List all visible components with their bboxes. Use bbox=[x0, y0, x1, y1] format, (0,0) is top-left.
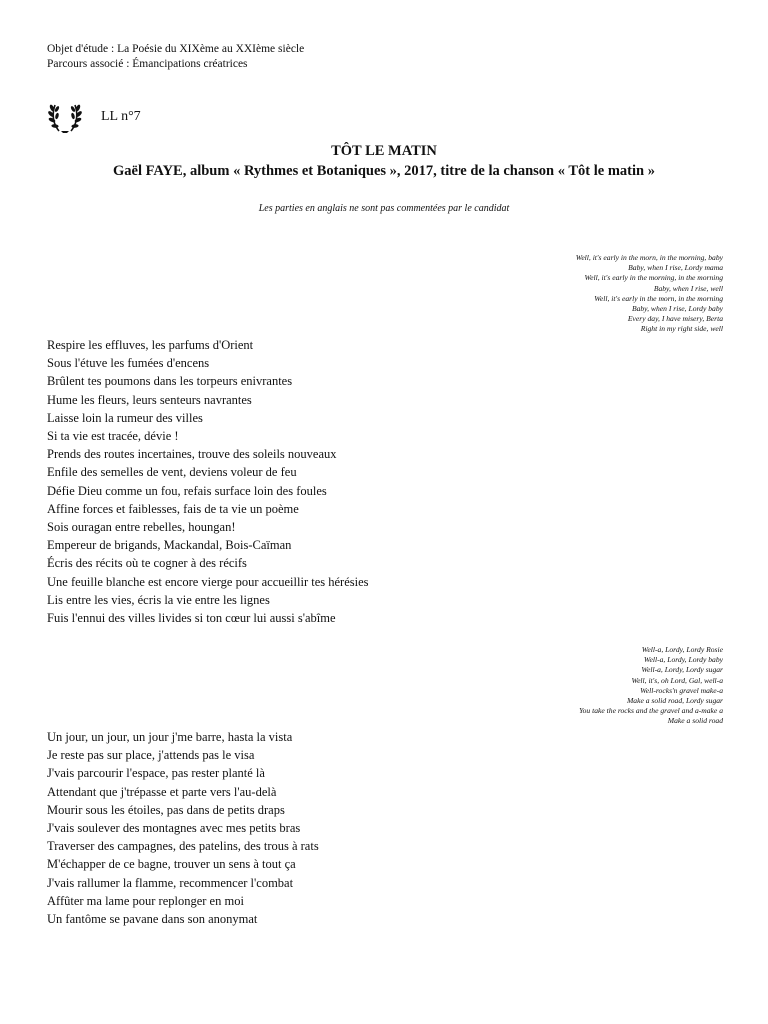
english-line: Baby, when I rise, well bbox=[653, 283, 723, 293]
english-line: Well-a, Lordy, Lordy Rosie bbox=[641, 645, 723, 654]
english-line: Well, it's, oh Lord, Gal, well-a bbox=[631, 675, 723, 685]
verse-line: Si ta vie est tracée, dévie ! bbox=[47, 429, 179, 444]
verse-line: Je reste pas sur place, j'attends pas le visa bbox=[47, 748, 255, 763]
french-stanza-2 bbox=[47, 728, 319, 928]
associated-course-line: Parcours associé : Émancipations créatrices bbox=[47, 58, 248, 70]
verse-line: J'vais parcourir l'espace, pas rester planté là bbox=[47, 766, 265, 781]
verse-line: Laisse loin la rumeur des villes bbox=[47, 410, 203, 425]
verse-line: Fuis l'ennui des villes livides si ton cœur lui aussi s'abîme bbox=[47, 611, 336, 626]
verse-line: Empereur de brigands, Mackandal, Bois-Caïman bbox=[47, 538, 292, 553]
english-line: Baby, when I rise, Lordy baby bbox=[631, 304, 723, 314]
laurel-wreath-icon bbox=[47, 100, 83, 134]
verse-line: Hume les fleurs, leurs senteurs navrantes bbox=[47, 392, 252, 407]
verse-line: Écris des récits où te cogner à des récifs bbox=[47, 556, 247, 571]
verse-line: Affine forces et faiblesses, fais de ta vie un poème bbox=[47, 501, 299, 516]
reading-number-row bbox=[47, 100, 141, 134]
english-parts-note: Les parties en anglais ne sont pas commentées par le candidat bbox=[258, 203, 510, 214]
study-object-line: Objet d'étude : La Poésie du XIXème au XXIème siècle bbox=[47, 43, 305, 55]
english-line: Well, it's early in the morning, in the morning bbox=[584, 273, 723, 283]
verse-line: Une feuille blanche est encore vierge pour accueillir tes hérésies bbox=[47, 574, 369, 589]
verse-line: Respire les effluves, les parfums d'Orient bbox=[47, 338, 254, 352]
document-header bbox=[47, 42, 304, 72]
verse-line: M'échapper de ce bagne, trouver un sens à tout ça bbox=[47, 857, 296, 872]
english-line: Well-a, Lordy, Lordy sugar bbox=[641, 665, 723, 675]
english-line: Right in my right side, well bbox=[640, 324, 723, 334]
english-lyrics-block-2 bbox=[579, 645, 723, 727]
verse-line: Brûlent tes poumons dans les torpeurs enivrantes bbox=[47, 374, 293, 389]
verse-line: Défie Dieu comme un fou, refais surface loin des foules bbox=[47, 483, 327, 498]
english-line: Baby, when I rise, Lordy mama bbox=[628, 263, 723, 273]
song-title: TÔT LE MATIN bbox=[331, 143, 437, 159]
verse-line: J'vais soulever des montagnes avec mes petits bras bbox=[47, 821, 301, 836]
english-line: Make a solid road, Lordy sugar bbox=[626, 696, 723, 706]
french-stanza-1 bbox=[47, 336, 369, 627]
verse-line: Traverser des campagnes, des patelins, des trous à rats bbox=[47, 839, 319, 854]
verse-line: Un jour, un jour, un jour j'me barre, hasta la vista bbox=[47, 730, 293, 744]
verse-line: Un fantôme se pavane dans son anonymat bbox=[47, 912, 258, 927]
verse-line: Attendant que j'trépasse et parte vers l'au-delà bbox=[47, 784, 277, 799]
verse-line: Lis entre les vies, écris la vie entre les lignes bbox=[47, 592, 270, 607]
verse-line: Mourir sous les étoiles, pas dans de petits draps bbox=[47, 802, 285, 817]
verse-line: Sous l'étuve les fumées d'encens bbox=[47, 356, 210, 371]
verse-line: J'vais rallumer la flamme, recommencer l'combat bbox=[47, 875, 294, 890]
english-line: Well-rocks'n gravel make-a bbox=[640, 685, 723, 695]
verse-line: Enfile des semelles de vent, deviens voleur de feu bbox=[47, 465, 297, 480]
english-line: Well, it's early in the morn, in the morning bbox=[594, 293, 723, 303]
verse-line: Sois ouragan entre rebelles, houngan! bbox=[47, 520, 236, 535]
english-line: Make a solid road bbox=[667, 716, 723, 726]
verse-line: Prends des routes incertaines, trouve des soleils nouveaux bbox=[47, 447, 337, 462]
english-line: You take the rocks and the gravel and a-make a bbox=[579, 706, 723, 716]
verse-line: Affûter ma lame pour replonger en moi bbox=[47, 893, 244, 908]
english-line: Well-a, Lordy, Lordy baby bbox=[643, 655, 723, 665]
reading-number-label: LL n°7 bbox=[101, 109, 141, 124]
english-line: Every day, I have misery, Berta bbox=[627, 314, 723, 324]
english-lyrics-block-1 bbox=[576, 253, 723, 335]
english-line: Well, it's early in the morn, in the morning, baby bbox=[575, 253, 723, 262]
song-subtitle: Gaël FAYE, album « Rythmes et Botaniques », 2017, titre de la chanson « Tôt le matin » bbox=[113, 163, 655, 179]
